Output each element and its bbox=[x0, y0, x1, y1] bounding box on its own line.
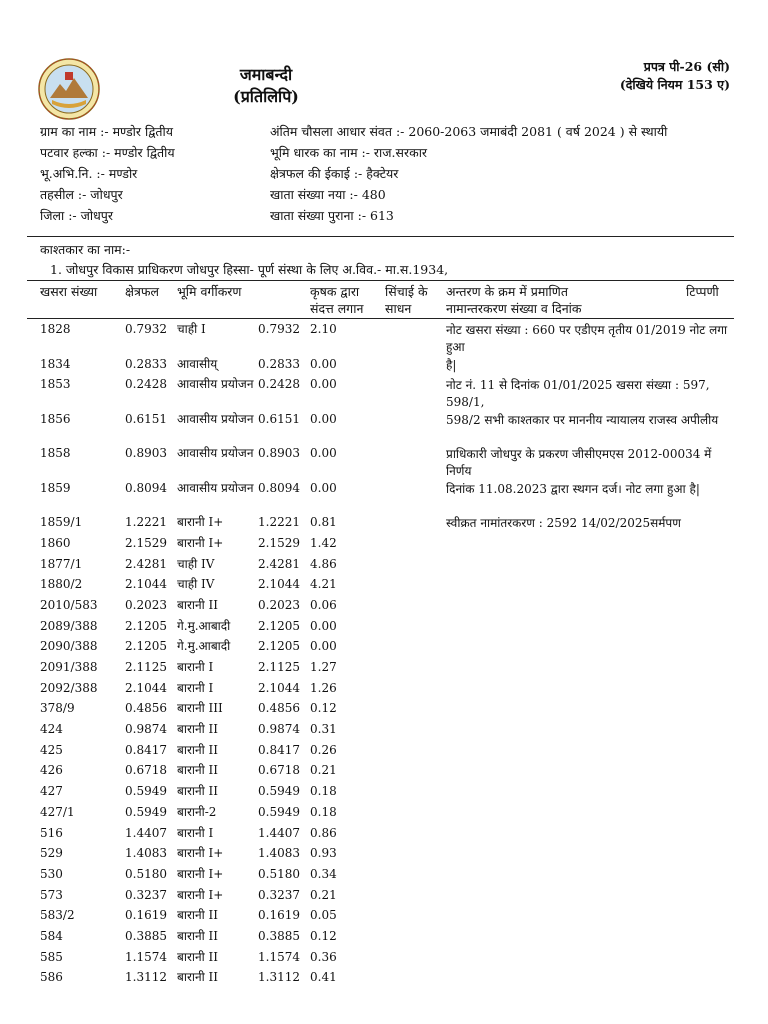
lagan-cell: 0.86 bbox=[310, 825, 337, 840]
lagan-cell: 0.00 bbox=[310, 377, 337, 392]
share-area-cell: 0.2833 bbox=[258, 356, 300, 371]
lagan-cell: 0.00 bbox=[310, 480, 337, 495]
col-header-irrigation bbox=[385, 283, 428, 317]
area-cell: 2.1044 bbox=[125, 577, 167, 592]
table-row bbox=[0, 575, 768, 596]
khasra-cell: 1858 bbox=[40, 446, 71, 461]
classification-cell: आवासीय प्रयोजन bbox=[177, 411, 254, 426]
share-area-cell: 2.1044 bbox=[258, 680, 300, 695]
lagan-cell: 2.10 bbox=[310, 322, 337, 336]
col-header-transfer-line-1: अन्तरण के क्रम में प्रमाणित bbox=[446, 284, 568, 299]
table-row bbox=[0, 886, 768, 907]
cultivator-label: काश्तकार का नाम:- bbox=[40, 242, 131, 257]
col-header-classification: भूमि वर्गीकरण bbox=[177, 284, 242, 299]
classification-cell: बारानी II bbox=[177, 784, 219, 799]
classification-cell: बारानी II bbox=[177, 949, 219, 964]
area-cell: 2.1205 bbox=[125, 618, 167, 633]
meta-account-old: खाता संख्या पुराना :- 613 bbox=[270, 208, 394, 223]
table-row bbox=[0, 679, 768, 700]
table-row bbox=[0, 637, 768, 658]
lagan-cell: 0.26 bbox=[310, 742, 337, 757]
area-cell: 2.1125 bbox=[125, 660, 167, 674]
table-row bbox=[0, 375, 768, 410]
lagan-cell: 0.00 bbox=[310, 618, 337, 633]
transfer-note-cell: है| bbox=[446, 357, 457, 372]
area-cell: 0.3237 bbox=[125, 887, 167, 902]
classification-cell: बारानी I bbox=[177, 660, 214, 674]
khasra-cell: 2092/388 bbox=[40, 680, 98, 695]
area-cell: 0.6718 bbox=[125, 763, 167, 778]
lagan-cell: 0.36 bbox=[310, 949, 337, 964]
table-row bbox=[0, 513, 768, 534]
area-cell: 0.5180 bbox=[125, 866, 167, 881]
classification-cell: बारानी I+ bbox=[177, 887, 224, 902]
classification-cell: बारानी II bbox=[177, 597, 219, 612]
khasra-cell: 583/2 bbox=[40, 908, 75, 923]
col-header-lagan-line-2: संदत्त लगान bbox=[310, 301, 364, 316]
area-cell: 2.1205 bbox=[125, 639, 167, 654]
col-header-irrigation-line-1: सिंचाई के bbox=[385, 284, 428, 299]
lagan-cell: 0.21 bbox=[310, 763, 337, 778]
area-cell: 0.2428 bbox=[125, 377, 167, 392]
title-line-1: जमाबन्दी bbox=[239, 65, 293, 84]
table-row bbox=[0, 803, 768, 824]
khasra-cell: 378/9 bbox=[40, 701, 75, 716]
area-cell: 0.8417 bbox=[125, 742, 167, 757]
table-row bbox=[0, 479, 768, 514]
classification-cell: बारानी I+ bbox=[177, 866, 224, 881]
table-row bbox=[0, 948, 768, 969]
divider-table-header bbox=[27, 280, 734, 281]
transfer-note-cell: स्वीक्रत नामांतरकरण : 2592 14/02/2025सर्मपण bbox=[446, 516, 681, 531]
khasra-cell: 426 bbox=[40, 763, 63, 778]
col-header-khasra: खसरा संख्या bbox=[40, 284, 98, 299]
lagan-cell: 4.86 bbox=[310, 556, 337, 571]
share-area-cell: 1.4083 bbox=[258, 846, 300, 861]
col-header-lagan bbox=[310, 283, 363, 317]
khasra-cell: 1860 bbox=[40, 535, 71, 550]
classification-cell: बारानी I bbox=[177, 825, 214, 840]
area-cell: 0.8094 bbox=[125, 480, 167, 495]
khasra-cell: 585 bbox=[40, 949, 63, 964]
khasra-cell: 427 bbox=[40, 784, 63, 799]
area-cell: 0.7932 bbox=[125, 322, 167, 336]
land-records-table bbox=[0, 320, 768, 989]
lagan-cell: 0.12 bbox=[310, 701, 337, 716]
lagan-cell: 4.21 bbox=[310, 577, 337, 592]
share-area-cell: 0.6718 bbox=[258, 763, 300, 778]
khasra-cell: 586 bbox=[40, 970, 63, 985]
table-row bbox=[0, 844, 768, 865]
table-row bbox=[0, 761, 768, 782]
table-row bbox=[0, 410, 768, 445]
share-area-cell: 0.7932 bbox=[258, 322, 300, 336]
table-row bbox=[0, 534, 768, 555]
khasra-cell: 516 bbox=[40, 825, 63, 840]
table-row bbox=[0, 699, 768, 720]
khasra-cell: 1856 bbox=[40, 411, 71, 426]
khasra-cell: 1877/1 bbox=[40, 556, 83, 571]
lagan-cell: 0.81 bbox=[310, 515, 337, 530]
classification-cell: आवासीय् bbox=[177, 356, 218, 371]
share-area-cell: 2.1529 bbox=[258, 535, 300, 550]
lagan-cell: 0.00 bbox=[310, 639, 337, 654]
share-area-cell: 2.4281 bbox=[258, 556, 300, 571]
share-area-cell: 0.8094 bbox=[258, 480, 300, 495]
col-header-irrigation-line-2: साधन bbox=[385, 301, 412, 316]
lagan-cell: 1.26 bbox=[310, 680, 337, 695]
col-header-area: क्षेत्रफल bbox=[125, 284, 159, 299]
area-cell: 0.3885 bbox=[125, 928, 167, 943]
share-area-cell: 0.5949 bbox=[258, 784, 300, 799]
khasra-cell: 1859 bbox=[40, 480, 71, 495]
area-cell: 0.1619 bbox=[125, 908, 167, 923]
table-row bbox=[0, 720, 768, 741]
khasra-cell: 584 bbox=[40, 928, 63, 943]
table-row bbox=[0, 968, 768, 989]
table-row bbox=[0, 355, 768, 376]
area-cell: 1.3112 bbox=[125, 970, 167, 985]
area-cell: 1.2221 bbox=[125, 515, 167, 530]
area-cell: 1.1574 bbox=[125, 949, 167, 964]
share-area-cell: 0.6151 bbox=[258, 411, 300, 426]
share-area-cell: 0.3237 bbox=[258, 887, 300, 902]
form-ref-line-1: प्रपत्र पी-26 (सी) bbox=[643, 59, 730, 74]
table-row bbox=[0, 555, 768, 576]
share-area-cell: 2.1205 bbox=[258, 639, 300, 654]
area-cell: 0.5949 bbox=[125, 784, 167, 799]
khasra-cell: 1880/2 bbox=[40, 577, 83, 592]
lagan-cell: 0.93 bbox=[310, 846, 337, 861]
meta-right-block bbox=[270, 121, 667, 226]
classification-cell: बारानी II bbox=[177, 763, 219, 778]
classification-cell: बारानी II bbox=[177, 970, 219, 985]
classification-cell: बारानी II bbox=[177, 722, 219, 737]
khasra-cell: 529 bbox=[40, 846, 63, 861]
area-cell: 2.1044 bbox=[125, 680, 167, 695]
cultivator-entry: 1. जोधपुर विकास प्राधिकरण जोधपुर हिस्सा- पूर्ण संस्था के लिए अ.विव.- मा.स.1934, bbox=[50, 262, 449, 277]
lagan-cell: 0.34 bbox=[310, 866, 337, 881]
share-area-cell: 1.1574 bbox=[258, 949, 300, 964]
area-cell: 0.4856 bbox=[125, 701, 167, 716]
col-header-transfer-line-2: नामान्तरकरण संख्या व दिनांक bbox=[446, 301, 582, 316]
table-row bbox=[0, 320, 768, 355]
area-cell: 1.4407 bbox=[125, 825, 167, 840]
meta-settlement-basis: अंतिम चौसला आधार संवत :- 2060-2063 जमाबंदी 2081 ( वर्ष 2024 ) से स्थायी bbox=[270, 124, 668, 139]
khasra-cell: 573 bbox=[40, 887, 63, 902]
share-area-cell: 0.9874 bbox=[258, 722, 300, 737]
meta-holder-name: भूमि धारक का नाम :- राज.सरकार bbox=[270, 145, 428, 160]
classification-cell: बारानी I+ bbox=[177, 535, 224, 550]
form-reference bbox=[620, 58, 730, 94]
col-header-remark: टिप्पणी bbox=[686, 284, 719, 299]
classification-cell: बारानी-2 bbox=[177, 804, 217, 819]
area-cell: 2.1529 bbox=[125, 535, 167, 550]
khasra-cell: 530 bbox=[40, 866, 63, 881]
share-area-cell: 0.2428 bbox=[258, 377, 300, 392]
khasra-cell: 2010/583 bbox=[40, 597, 98, 612]
khasra-cell: 2091/388 bbox=[40, 660, 98, 674]
khasra-cell: 2090/388 bbox=[40, 639, 98, 654]
classification-cell: आवासीय प्रयोजन bbox=[177, 480, 254, 495]
table-row bbox=[0, 658, 768, 679]
khasra-cell: 1853 bbox=[40, 377, 71, 392]
meta-district: जिला :- जोधपुर bbox=[40, 208, 114, 223]
area-cell: 0.8903 bbox=[125, 446, 167, 461]
meta-land-record-inspector: भू.अभि.नि. :- मण्डोर bbox=[40, 166, 138, 181]
khasra-cell: 1859/1 bbox=[40, 515, 83, 530]
lagan-cell: 0.00 bbox=[310, 411, 337, 426]
khasra-cell: 1828 bbox=[40, 322, 71, 336]
table-row bbox=[0, 617, 768, 638]
cultivator-section bbox=[40, 240, 448, 280]
area-cell: 0.9874 bbox=[125, 722, 167, 737]
transfer-note-cell: नोट नं. 11 से दिनांक 01/01/2025 खसरा संख्या : 597, 598/1, bbox=[446, 378, 710, 410]
khasra-cell: 424 bbox=[40, 722, 63, 737]
transfer-note-cell: नोट खसरा संख्या : 660 पर एडीएम तृतीय 01/2019 नोट लगा हुआ bbox=[446, 323, 728, 354]
meta-village: ग्राम का नाम :- मण्डोर द्वितीय bbox=[40, 124, 174, 139]
classification-cell: बारानी II bbox=[177, 742, 219, 757]
classification-cell: गे.मु.आबादी bbox=[177, 618, 231, 633]
lagan-cell: 0.31 bbox=[310, 722, 337, 737]
meta-area-unit: क्षेत्रफल की ईकाई :- हैक्टेयर bbox=[270, 166, 399, 181]
lagan-cell: 0.41 bbox=[310, 970, 337, 985]
share-area-cell: 0.5949 bbox=[258, 804, 300, 819]
classification-cell: बारानी I+ bbox=[177, 515, 224, 530]
share-area-cell: 0.4856 bbox=[258, 701, 300, 716]
divider-table-body bbox=[27, 318, 734, 319]
lagan-cell: 1.42 bbox=[310, 535, 337, 550]
share-area-cell: 0.5180 bbox=[258, 866, 300, 881]
government-seal-logo bbox=[38, 58, 100, 120]
meta-tehsil: तहसील :- जोधपुर bbox=[40, 187, 123, 202]
meta-patwar-halka: पटवार हल्का :- मण्डोर द्वितीय bbox=[40, 145, 175, 160]
khasra-cell: 2089/388 bbox=[40, 618, 98, 633]
col-header-transfer bbox=[446, 283, 582, 317]
lagan-cell: 0.18 bbox=[310, 804, 337, 819]
classification-cell: बारानी II bbox=[177, 928, 219, 943]
classification-cell: चाही I bbox=[177, 322, 206, 336]
classification-cell: आवासीय प्रयोजन bbox=[177, 446, 254, 461]
area-cell: 0.2023 bbox=[125, 597, 167, 612]
share-area-cell: 1.2221 bbox=[258, 515, 300, 530]
classification-cell: चाही IV bbox=[177, 556, 215, 571]
document-title bbox=[206, 64, 326, 108]
col-header-lagan-line-1: कृषक द्वारा bbox=[310, 284, 360, 299]
share-area-cell: 0.2023 bbox=[258, 597, 300, 612]
classification-cell: बारानी I bbox=[177, 680, 214, 695]
lagan-cell: 0.21 bbox=[310, 887, 337, 902]
lagan-cell: 0.06 bbox=[310, 597, 337, 612]
transfer-note-cell: दिनांक 11.08.2023 द्वारा स्थगन दर्ज। नोट लगा हुआ है| bbox=[446, 481, 700, 496]
share-area-cell: 0.1619 bbox=[258, 908, 300, 923]
table-row bbox=[0, 824, 768, 845]
divider-top bbox=[27, 236, 734, 237]
classification-cell: आवासीय प्रयोजन bbox=[177, 377, 254, 392]
khasra-cell: 425 bbox=[40, 742, 63, 757]
meta-account-new: खाता संख्या नया :- 480 bbox=[270, 187, 386, 202]
table-row bbox=[0, 741, 768, 762]
area-cell: 2.4281 bbox=[125, 556, 167, 571]
lagan-cell: 1.27 bbox=[310, 660, 337, 674]
share-area-cell: 0.8417 bbox=[258, 742, 300, 757]
share-area-cell: 0.3885 bbox=[258, 928, 300, 943]
area-cell: 0.6151 bbox=[125, 411, 167, 426]
khasra-cell: 427/1 bbox=[40, 804, 75, 819]
meta-left-block bbox=[40, 121, 175, 226]
table-row bbox=[0, 444, 768, 479]
lagan-cell: 0.00 bbox=[310, 356, 337, 371]
share-area-cell: 2.1125 bbox=[258, 660, 300, 674]
classification-cell: बारानी III bbox=[177, 701, 223, 716]
share-area-cell: 1.4407 bbox=[258, 825, 300, 840]
table-row bbox=[0, 865, 768, 886]
transfer-note-cell: 598/2 सभी काश्तकार पर माननीय न्यायालय राजस्व अपीलीय bbox=[446, 412, 719, 427]
table-row bbox=[0, 596, 768, 617]
table-row bbox=[0, 782, 768, 803]
share-area-cell: 0.8903 bbox=[258, 446, 300, 461]
share-area-cell: 1.3112 bbox=[258, 970, 300, 985]
lagan-cell: 0.12 bbox=[310, 928, 337, 943]
lagan-cell: 0.05 bbox=[310, 908, 337, 923]
khasra-cell: 1834 bbox=[40, 356, 71, 371]
title-line-2: (प्रतिलिपि) bbox=[233, 87, 299, 106]
table-row bbox=[0, 927, 768, 948]
area-cell: 0.5949 bbox=[125, 804, 167, 819]
classification-cell: चाही IV bbox=[177, 577, 215, 592]
classification-cell: बारानी II bbox=[177, 908, 219, 923]
lagan-cell: 0.00 bbox=[310, 446, 337, 461]
classification-cell: बारानी I+ bbox=[177, 846, 224, 861]
transfer-note-cell: प्राधिकारी जोधपुर के प्रकरण जीसीएमएस 2012-00034 में निर्णय bbox=[446, 447, 712, 479]
table-row bbox=[0, 906, 768, 927]
share-area-cell: 2.1205 bbox=[258, 618, 300, 633]
form-ref-line-2: (देखिये नियम 153 ए) bbox=[619, 77, 730, 92]
lagan-cell: 0.18 bbox=[310, 784, 337, 799]
area-cell: 1.4083 bbox=[125, 846, 167, 861]
share-area-cell: 2.1044 bbox=[258, 577, 300, 592]
classification-cell: गे.मु.आबादी bbox=[177, 639, 231, 654]
area-cell: 0.2833 bbox=[125, 356, 167, 371]
